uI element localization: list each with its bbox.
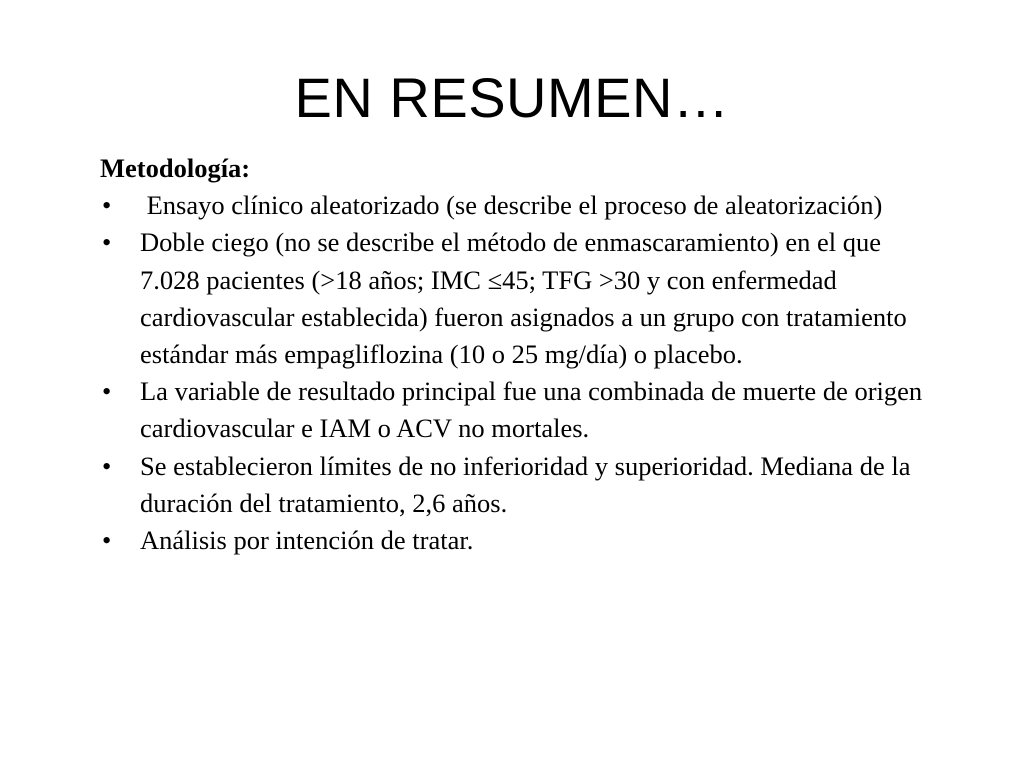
bullet-item bbox=[100, 187, 930, 224]
bullet-text: Doble ciego (no se describe el método de enmascaramiento) en el que 7.028 pacientes (>18 años; IMC ≤45; TFG >30 y con enfermedad cardiovascular establecida) fueron asignados a un grupo con tratamiento estándar más empagliflozina (10 o 25 mg/día) o placebo. bbox=[140, 227, 907, 370]
slide-body bbox=[100, 150, 930, 559]
bullet-icon: • bbox=[102, 376, 112, 407]
bullet-list bbox=[100, 187, 930, 559]
bullet-icon: • bbox=[102, 227, 112, 258]
bullet-item bbox=[100, 448, 930, 522]
bullet-item bbox=[100, 373, 930, 447]
bullet-item bbox=[100, 224, 930, 373]
bullet-text: Se establecieron límites de no inferioridad y superioridad. Mediana de la duración del tratamiento, 2,6 años. bbox=[140, 450, 911, 518]
slide-title: EN RESUMEN… bbox=[294, 66, 730, 129]
bullet-icon: • bbox=[102, 525, 112, 556]
bullet-icon: • bbox=[102, 190, 112, 221]
bullet-text: Análisis por intención de tratar. bbox=[140, 525, 474, 556]
bullet-text: Ensayo clínico aleatorizado (se describe el proceso de aleatorización) bbox=[140, 190, 883, 221]
section-heading: Metodología: bbox=[100, 153, 251, 183]
bullet-icon: • bbox=[102, 450, 112, 481]
bullet-text: La variable de resultado principal fue una combinada de muerte de origen cardiovascular e IAM o ACV no mortales. bbox=[140, 376, 923, 444]
bullet-item bbox=[100, 522, 930, 559]
